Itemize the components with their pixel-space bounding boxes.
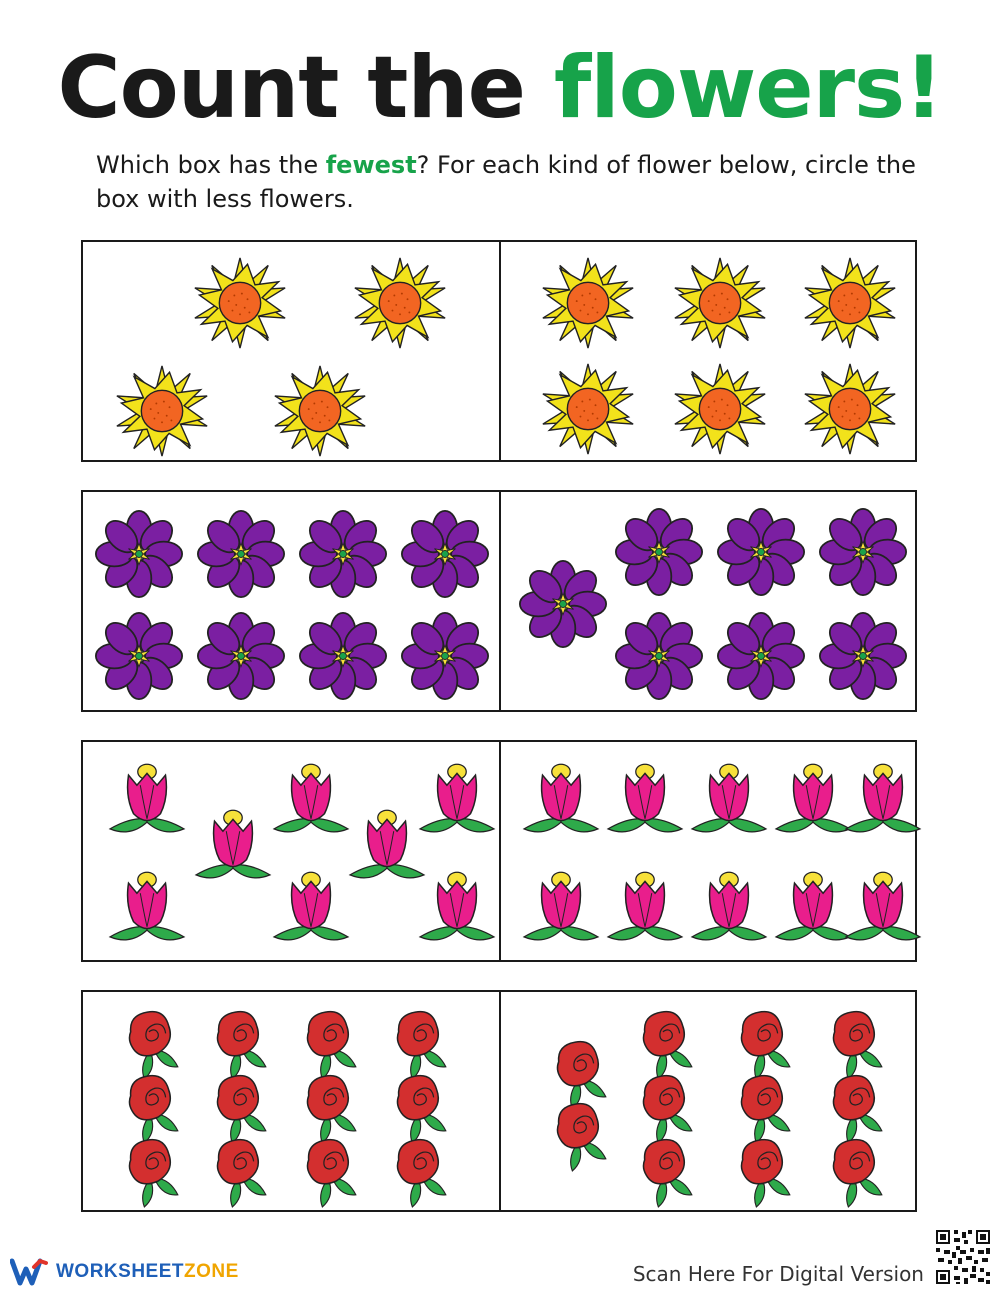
sunflower-icon: [541, 256, 635, 350]
logo-text-part-2: ZONE: [184, 1261, 239, 1282]
purple-flower-icon: [299, 612, 387, 700]
sunflower-icon: [115, 364, 209, 458]
scan-label: Scan Here For Digital Version: [632, 1262, 924, 1286]
rose-icon: [295, 1134, 371, 1210]
purple-flower-icon: [95, 510, 183, 598]
tulip-icon: [687, 868, 771, 952]
purple-flower-icon: [717, 612, 805, 700]
tulip-icon: [841, 760, 925, 844]
purple-flower-icon: [197, 510, 285, 598]
tulip-icon: [269, 760, 353, 844]
tulip-icon: [415, 868, 499, 952]
sunflower-icon: [273, 364, 367, 458]
tulip-icon: [519, 760, 603, 844]
purple-flower-icon: [615, 508, 703, 596]
purple-flower-left-box[interactable]: [83, 492, 499, 710]
sunflower-icon: [803, 256, 897, 350]
instructions-before: Which box has the: [96, 151, 326, 179]
rose-icon: [545, 1098, 621, 1174]
rose-icon: [205, 1134, 281, 1210]
tulip-icon: [191, 806, 275, 890]
sunflower-right-box[interactable]: [499, 242, 915, 460]
tulip-icon: [269, 868, 353, 952]
tulip-icon: [603, 868, 687, 952]
sunflower-left-box[interactable]: [83, 242, 499, 460]
tulip-icon: [105, 760, 189, 844]
sunflower-icon: [673, 362, 767, 456]
rose-icon: [821, 1134, 897, 1210]
tulip-icon: [687, 760, 771, 844]
worksheet-zone-logo[interactable]: [10, 1254, 239, 1290]
purple-flower-icon: [95, 612, 183, 700]
tulip-icon: [519, 868, 603, 952]
purple-flower-row: [81, 490, 917, 712]
purple-flower-icon: [519, 560, 607, 648]
rose-left-box[interactable]: [83, 992, 499, 1210]
purple-flower-icon: [819, 612, 907, 700]
sunflower-row: [81, 240, 917, 462]
purple-flower-right-box[interactable]: [499, 492, 915, 710]
logo-text-part-1: WORKSHEET: [56, 1261, 184, 1282]
tulip-right-box[interactable]: [499, 742, 915, 960]
rose-icon: [729, 1134, 805, 1210]
tulip-icon: [841, 868, 925, 952]
instructions-after: ? For each kind of flower below, circle the box with less flowers.: [96, 151, 916, 213]
purple-flower-icon: [197, 612, 285, 700]
purple-flower-icon: [299, 510, 387, 598]
rose-icon: [117, 1134, 193, 1210]
title-part-2: flowers!: [553, 38, 943, 138]
sunflower-icon: [803, 362, 897, 456]
instructions-highlight: fewest: [325, 151, 417, 179]
sunflower-icon: [353, 256, 447, 350]
sunflower-icon: [193, 256, 287, 350]
page-title: [0, 38, 1000, 138]
title-part-1: Count the: [57, 38, 525, 138]
tulip-icon: [415, 760, 499, 844]
tulip-icon: [105, 868, 189, 952]
tulip-left-box[interactable]: [83, 742, 499, 960]
instructions: [96, 148, 916, 216]
tulip-row: [81, 740, 917, 962]
qr-code-icon[interactable]: [934, 1228, 992, 1286]
tulip-icon: [603, 760, 687, 844]
rose-icon: [631, 1134, 707, 1210]
purple-flower-icon: [717, 508, 805, 596]
rose-row: [81, 990, 917, 1212]
logo-text: [56, 1261, 239, 1283]
rose-icon: [385, 1134, 461, 1210]
purple-flower-icon: [819, 508, 907, 596]
rose-right-box[interactable]: [499, 992, 915, 1210]
purple-flower-icon: [401, 612, 489, 700]
sunflower-icon: [673, 256, 767, 350]
purple-flower-icon: [401, 510, 489, 598]
sunflower-icon: [541, 362, 635, 456]
w-logo-icon: [10, 1257, 48, 1287]
purple-flower-icon: [615, 612, 703, 700]
